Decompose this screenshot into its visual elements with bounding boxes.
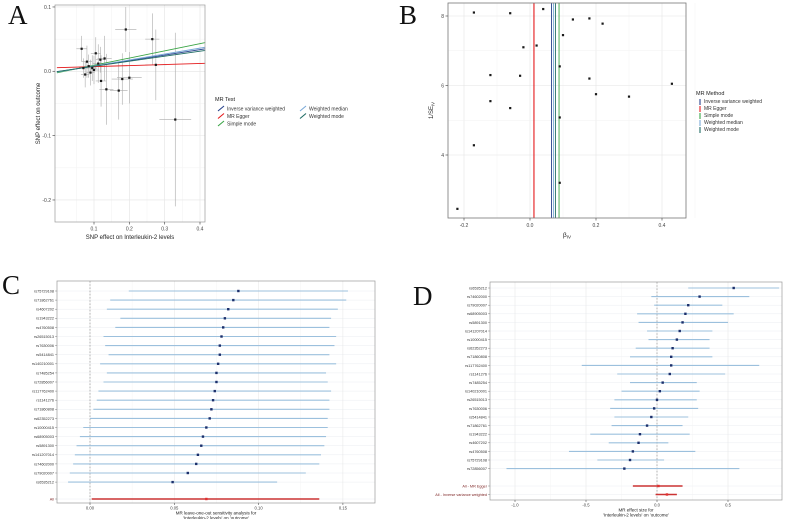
snp-row-label: rs141207014	[31, 453, 54, 458]
snp-row-label: rs71862761	[466, 424, 487, 428]
snp-row-label: rs26515013	[33, 334, 54, 339]
legend-key-line	[218, 106, 224, 111]
point-estimate	[220, 335, 222, 337]
snp-row-label: rs68905003	[466, 312, 487, 317]
x-axis-title-line2: 'Interleukin-2 levels' on 'outcome'	[603, 512, 669, 518]
x-tick-label: 0.10	[254, 505, 263, 511]
snp-row-label: rs62352273	[466, 346, 487, 351]
legend-key-line	[218, 114, 224, 119]
point-estimate	[639, 433, 641, 435]
y-axis-title: $1/SE_{IV}$	[429, 101, 436, 120]
legend-entry-label: Inverse variance weighted	[704, 99, 763, 105]
scatter-point	[174, 118, 176, 120]
scatter-point	[86, 61, 88, 63]
x-tick-label: -0.5	[582, 502, 590, 508]
scatter-point	[88, 65, 90, 67]
y-tick-label: 4	[441, 152, 444, 159]
funnel-point	[473, 11, 475, 13]
snp-row-label: rs71860808	[466, 355, 487, 360]
x-tick-label: 0.4	[658, 223, 666, 229]
snp-row-label: rs68905003	[33, 435, 54, 439]
snp-row-label: rs141207014	[464, 329, 487, 334]
x-tick-label: 0.00	[85, 505, 95, 511]
snp-row-label: rs74602000	[33, 462, 54, 467]
funnel-point	[509, 107, 511, 109]
snp-row-label: rs1943222	[36, 316, 54, 321]
legend-title: MR Method	[696, 91, 725, 97]
point-estimate	[202, 435, 204, 437]
snp-row-label: rs1141276	[469, 372, 487, 377]
snp-row-label: rs75729108	[466, 458, 487, 463]
panel-c-leave-one-out-forest	[32, 281, 375, 519]
regression-line	[57, 63, 205, 67]
point-estimate	[646, 424, 648, 426]
funnel-point	[456, 208, 458, 210]
scatter-point	[95, 52, 97, 54]
x-axis-title: SNP effect on Interleukin-2 levels	[85, 235, 175, 241]
scatter-point	[118, 89, 120, 91]
scatter-point	[125, 28, 127, 30]
scatter-point	[81, 48, 83, 50]
point-estimate	[661, 381, 663, 383]
scatter-point	[155, 64, 157, 66]
point-estimate	[681, 321, 683, 323]
point-estimate	[669, 373, 671, 375]
point-estimate	[215, 381, 217, 383]
point-estimate	[205, 498, 207, 500]
x-tick-label: 0.2	[592, 223, 600, 229]
x-tick-label: 0.05	[170, 505, 179, 511]
snp-row-label: rs74602000	[466, 295, 487, 299]
y-tick-label: 0.0	[44, 69, 51, 76]
snp-row-label: rs75729108	[33, 289, 54, 294]
x-tick-label: -0.2	[459, 223, 469, 229]
point-estimate	[650, 416, 652, 418]
snp-row-label: rs4607202	[469, 441, 487, 446]
snp-row-label: All - MR Egger	[462, 484, 487, 489]
funnel-point	[562, 34, 564, 36]
x-tick-label: 0.4	[196, 226, 204, 233]
scatter-point	[99, 59, 101, 61]
scatter-point	[97, 62, 99, 64]
snp-row-label: rs1943222	[469, 432, 487, 437]
snp-row-label: rs5414841	[469, 415, 487, 420]
x-tick-label: -1.0	[511, 502, 519, 508]
snp-row-label: rs6535212	[469, 286, 487, 291]
legend-key-line	[300, 114, 306, 119]
snp-row-label: rs7630006	[469, 406, 487, 411]
y-tick-label: 8	[441, 13, 444, 20]
mr-method-legend	[696, 91, 762, 133]
point-estimate	[659, 390, 661, 392]
legend-entry-label: MR Egger	[227, 114, 250, 120]
snp-row-label: rs79020007	[33, 471, 54, 476]
panel-c-label: C	[2, 270, 21, 300]
legend-entry-label: Inverse variance weighted	[227, 106, 286, 113]
point-estimate	[653, 407, 655, 409]
scatter-point	[121, 78, 123, 80]
legend-entry-label: Simple mode	[704, 113, 734, 119]
point-estimate	[232, 299, 234, 301]
funnel-point	[519, 75, 521, 77]
snp-row-label: rs1141276	[36, 398, 54, 403]
point-estimate	[209, 417, 211, 419]
y-tick-label: 6	[441, 83, 444, 90]
point-estimate	[219, 354, 221, 356]
panel-frame	[57, 281, 375, 503]
scatter-point	[84, 73, 86, 75]
point-estimate	[224, 317, 226, 319]
mr-test-legend	[215, 97, 348, 128]
x-tick-label: 0.2	[125, 226, 133, 233]
scatter-point	[128, 77, 130, 79]
y-axis-title: SNP effect on outcome	[36, 82, 42, 145]
snp-row-label: rs117762400	[32, 389, 54, 394]
panel-d-effect-size-forest	[435, 282, 782, 518]
snp-row-label: rs140210001	[464, 389, 487, 394]
legend-entry-label: Weighted mode	[309, 114, 344, 120]
scatter-point	[82, 67, 84, 69]
x-tick-label: 0.5	[725, 502, 731, 508]
x-tick-label: 0.1	[90, 226, 98, 233]
scatter-point	[151, 38, 153, 40]
scatter-point	[100, 80, 102, 82]
snp-row-label: rs4607202	[36, 307, 54, 312]
legend-title: MR Test	[215, 97, 236, 103]
snp-row-label: rs62352273	[33, 416, 54, 421]
funnel-point	[671, 83, 673, 85]
point-estimate	[656, 399, 658, 401]
panel-d-label: D	[413, 281, 433, 311]
x-tick-label: 0.15	[338, 505, 347, 511]
panel-b-label: B	[399, 0, 418, 30]
snp-row-label: rs5891300	[36, 444, 54, 449]
point-estimate	[684, 313, 686, 315]
point-estimate	[222, 326, 224, 328]
funnel-point	[588, 17, 590, 19]
funnel-point	[473, 144, 475, 146]
snp-row-label: rs72856007	[466, 467, 487, 471]
point-estimate	[237, 290, 239, 292]
point-estimate	[227, 308, 229, 310]
panel-frame	[448, 3, 686, 218]
snp-row-label: rs4760508	[469, 449, 487, 454]
snp-row-label: rs10000415	[466, 338, 487, 342]
point-estimate	[171, 481, 173, 483]
point-estimate	[687, 304, 689, 306]
funnel-point	[559, 182, 561, 184]
point-estimate	[676, 338, 678, 340]
point-estimate	[200, 445, 202, 447]
point-estimate	[217, 363, 219, 365]
x-tick-label: 0.3	[161, 226, 169, 233]
snp-row-label: rs7485254	[469, 381, 487, 385]
funnel-point	[559, 65, 561, 67]
snp-row-label: rs71862761	[33, 298, 54, 303]
funnel-point	[536, 44, 538, 46]
legend-entry-label: Weighted median	[309, 106, 348, 113]
point-estimate	[670, 356, 672, 358]
snp-row-label: All	[49, 497, 54, 502]
regression-line	[57, 50, 205, 71]
funnel-point	[628, 96, 630, 98]
funnel-point	[509, 12, 511, 14]
funnel-point	[602, 23, 604, 25]
legend-entry-label: Simple mode	[227, 121, 257, 128]
snp-row-label: rs140210001	[31, 362, 54, 367]
snp-row-label: rs7485254	[36, 371, 54, 376]
y-tick-label: -0.2	[42, 197, 51, 204]
x-axis-title-line1: MR leave-one-out sensitivity analysis for	[175, 510, 257, 516]
legend-entry-label: Weighted median	[704, 120, 743, 126]
x-axis-title-line2: 'Interleukin-2 levels' on 'outcome'	[183, 515, 249, 519]
snp-row-label: rs71860808	[33, 407, 54, 412]
legend-key-line	[218, 121, 224, 126]
snp-row-label: rs6535212	[36, 480, 54, 485]
panel-a-label: A	[8, 0, 28, 30]
point-estimate	[623, 467, 625, 469]
point-estimate	[657, 485, 659, 487]
x-tick-label: 0.0	[654, 502, 660, 508]
scatter-point	[91, 67, 93, 69]
funnel-point	[522, 46, 524, 48]
point-estimate	[215, 372, 217, 374]
snp-row-label: rs117762400	[465, 363, 487, 368]
point-estimate	[212, 399, 214, 401]
x-axis-title-line1: MR effect size for	[618, 507, 654, 513]
snp-row-label: rs79020007	[466, 303, 487, 308]
legend-entry-label: Weighted mode	[704, 127, 739, 133]
funnel-point	[572, 18, 574, 20]
legend-key-line	[300, 106, 306, 111]
point-estimate	[210, 408, 212, 410]
point-estimate	[205, 426, 207, 428]
snp-row-label: rs7630006	[36, 344, 54, 348]
scatter-point	[103, 57, 105, 59]
funnel-point	[489, 100, 491, 102]
funnel-point	[559, 116, 561, 118]
funnel-point	[595, 93, 597, 95]
x-axis-title: $\beta_{IV}$	[562, 232, 572, 240]
point-estimate	[629, 459, 631, 461]
point-estimate	[214, 390, 216, 392]
snp-row-label: rs72856007	[33, 380, 54, 385]
panel-b-funnel-plot	[429, 0, 762, 240]
point-estimate	[195, 463, 197, 465]
point-estimate	[632, 450, 634, 452]
panel-a-scatter-plot	[36, 0, 348, 241]
point-estimate	[670, 364, 672, 366]
point-estimate	[698, 295, 700, 297]
snp-row-label: rs26515013	[466, 398, 487, 403]
scatter-point	[105, 88, 107, 90]
point-estimate	[637, 442, 639, 444]
point-estimate	[671, 347, 673, 349]
point-estimate	[187, 472, 189, 474]
legend-entry-label: MR Egger	[704, 106, 727, 112]
scatter-point	[89, 71, 91, 73]
point-estimate	[732, 287, 734, 289]
point-estimate	[666, 493, 668, 495]
funnel-point	[588, 77, 590, 79]
funnel-point	[489, 74, 491, 76]
snp-row-label: rs4760508	[36, 325, 54, 330]
point-estimate	[197, 454, 199, 456]
x-tick-label: 0.0	[526, 223, 534, 229]
y-tick-label: 0.1	[44, 4, 51, 11]
point-estimate	[679, 330, 681, 332]
snp-row-label: rs10000415	[33, 425, 54, 430]
scatter-point	[93, 69, 95, 71]
snp-row-label: rs5891300	[469, 320, 487, 325]
snp-row-label: All - Inverse variance weighted	[435, 492, 487, 497]
y-tick-label: -0.1	[42, 133, 51, 140]
funnel-point	[542, 8, 544, 10]
point-estimate	[219, 344, 221, 346]
snp-row-label: rs5414841	[36, 353, 54, 358]
